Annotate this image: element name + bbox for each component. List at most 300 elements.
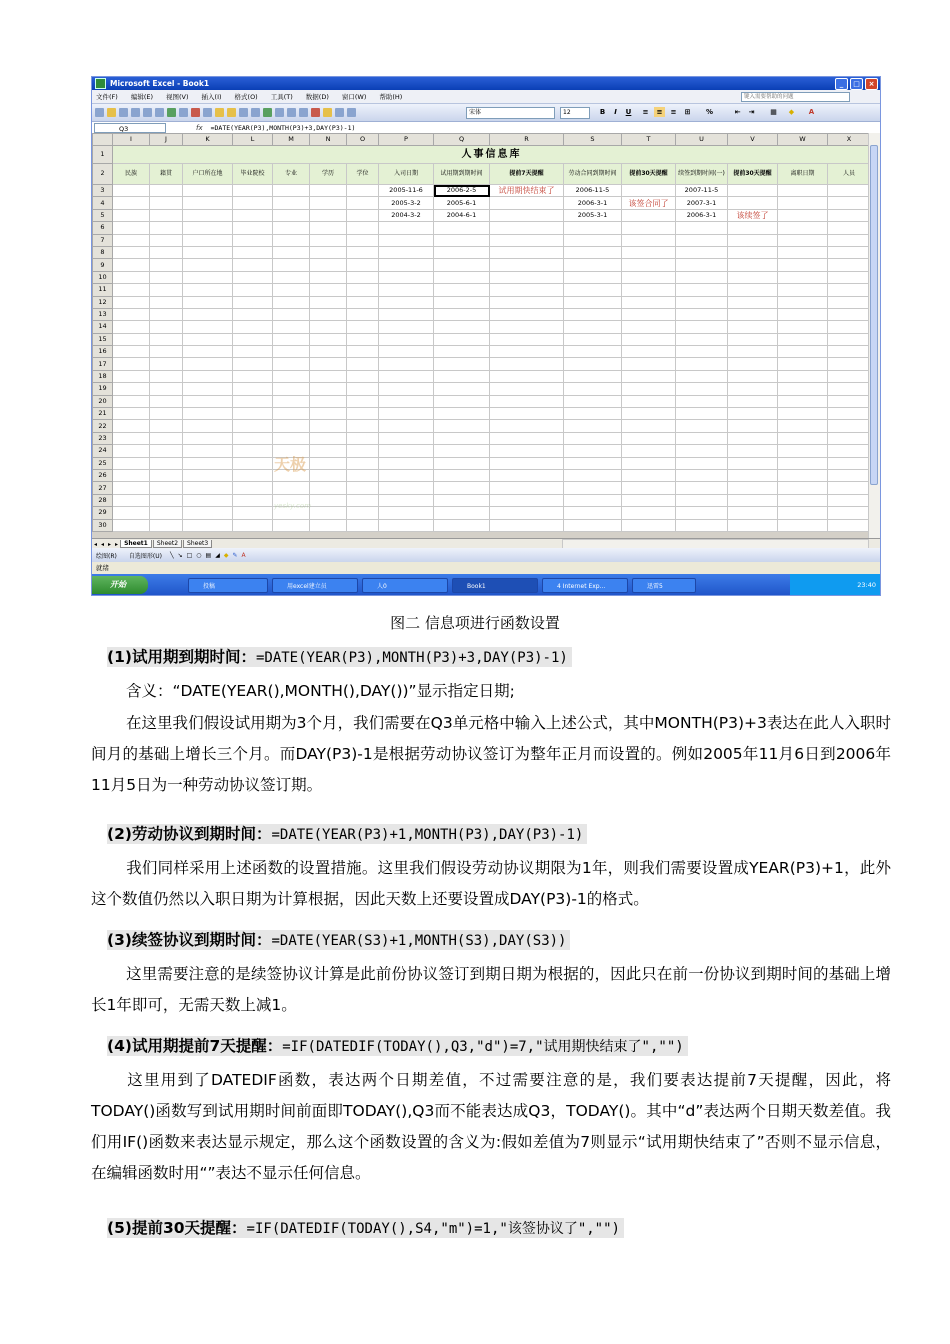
cell[interactable]: [434, 507, 490, 519]
cell[interactable]: [778, 222, 828, 234]
cell[interactable]: [113, 271, 150, 283]
draw-menu[interactable]: 绘图(R): [96, 552, 117, 560]
menu-file[interactable]: 文件(F): [96, 93, 118, 101]
cell[interactable]: [379, 370, 434, 382]
cell[interactable]: [728, 358, 778, 370]
menu-data[interactable]: 数据(D): [305, 93, 329, 101]
cell[interactable]: [622, 507, 676, 519]
cell[interactable]: [434, 259, 490, 271]
cell[interactable]: [828, 469, 871, 481]
draw-fill-color-icon[interactable]: ◆: [223, 551, 229, 559]
header-cell[interactable]: 入司日期: [379, 164, 434, 185]
header-cell[interactable]: 劳动合同到期时间: [564, 164, 622, 185]
cell[interactable]: [379, 284, 434, 296]
cell[interactable]: [490, 420, 564, 432]
cell[interactable]: [828, 395, 871, 407]
cell[interactable]: [622, 370, 676, 382]
cell[interactable]: [183, 494, 233, 506]
cell[interactable]: [113, 246, 150, 258]
cell[interactable]: [622, 408, 676, 420]
cell[interactable]: [728, 432, 778, 444]
cell[interactable]: [676, 445, 728, 457]
column-header[interactable]: I: [113, 134, 150, 146]
research-icon[interactable]: [179, 108, 188, 117]
cell-r[interactable]: 试用期快结束了: [490, 185, 564, 197]
cell[interactable]: [183, 408, 233, 420]
wordart-icon[interactable]: ◢: [215, 551, 220, 559]
cell[interactable]: [564, 432, 622, 444]
cell-t[interactable]: [622, 209, 676, 221]
cell[interactable]: [150, 432, 183, 444]
cell-p[interactable]: 2005-3-2: [379, 197, 434, 209]
cell[interactable]: [728, 395, 778, 407]
cell[interactable]: [113, 494, 150, 506]
row-header[interactable]: 13: [93, 308, 113, 320]
cell[interactable]: [564, 358, 622, 370]
cell[interactable]: [183, 469, 233, 481]
cell[interactable]: [150, 346, 183, 358]
minimize-button[interactable]: _: [835, 78, 848, 90]
cell[interactable]: [347, 358, 379, 370]
bold-button[interactable]: B: [599, 108, 606, 116]
cell[interactable]: [828, 420, 871, 432]
cell[interactable]: [183, 296, 233, 308]
cell[interactable]: [347, 321, 379, 333]
cell[interactable]: [150, 395, 183, 407]
cell[interactable]: [347, 469, 379, 481]
cell[interactable]: [310, 358, 347, 370]
cell[interactable]: [828, 209, 871, 221]
row-header[interactable]: 24: [93, 445, 113, 457]
sheet-nav-prev-icon[interactable]: ◂: [101, 540, 105, 548]
menu-window[interactable]: 窗口(W): [341, 93, 367, 101]
sort-desc-icon[interactable]: [299, 108, 308, 117]
cell[interactable]: [728, 222, 778, 234]
cell[interactable]: [379, 308, 434, 320]
cell[interactable]: [564, 420, 622, 432]
cell[interactable]: [347, 370, 379, 382]
cell[interactable]: [113, 296, 150, 308]
cell[interactable]: [273, 296, 310, 308]
cell[interactable]: [379, 432, 434, 444]
cell[interactable]: [622, 222, 676, 234]
cell[interactable]: [310, 370, 347, 382]
row-header[interactable]: 17: [93, 358, 113, 370]
column-header[interactable]: U: [676, 134, 728, 146]
cell[interactable]: [564, 333, 622, 345]
cell[interactable]: [434, 308, 490, 320]
menu-tools[interactable]: 工具(T): [270, 93, 293, 101]
cell[interactable]: [434, 494, 490, 506]
cell[interactable]: [183, 222, 233, 234]
cell[interactable]: [233, 469, 273, 481]
hyperlink-icon[interactable]: [263, 108, 272, 117]
cell[interactable]: [490, 494, 564, 506]
font-color-icon[interactable]: A: [808, 108, 815, 116]
cell[interactable]: [490, 482, 564, 494]
cell[interactable]: [728, 507, 778, 519]
cell[interactable]: [150, 358, 183, 370]
cell[interactable]: [233, 259, 273, 271]
cell[interactable]: [150, 209, 183, 221]
column-header[interactable]: W: [778, 134, 828, 146]
cell[interactable]: [490, 395, 564, 407]
header-cell[interactable]: 专业: [273, 164, 310, 185]
cell[interactable]: [490, 432, 564, 444]
cell[interactable]: [273, 358, 310, 370]
cell[interactable]: [113, 284, 150, 296]
textbox-icon[interactable]: ▤: [205, 551, 212, 559]
cell[interactable]: [310, 271, 347, 283]
cell[interactable]: [434, 457, 490, 469]
cell[interactable]: [273, 246, 310, 258]
cell[interactable]: [273, 420, 310, 432]
cell[interactable]: [183, 246, 233, 258]
header-cell[interactable]: 试用期到期时间: [434, 164, 490, 185]
cell[interactable]: [828, 519, 871, 531]
cell[interactable]: [379, 383, 434, 395]
cell[interactable]: [828, 370, 871, 382]
cell[interactable]: [150, 246, 183, 258]
cell[interactable]: [233, 445, 273, 457]
cell[interactable]: [347, 185, 379, 197]
cell[interactable]: [622, 234, 676, 246]
cell[interactable]: [233, 308, 273, 320]
row-header[interactable]: 21: [93, 408, 113, 420]
cell[interactable]: [113, 395, 150, 407]
sheet-nav-last-icon[interactable]: ▸: [115, 540, 119, 548]
cell[interactable]: [490, 457, 564, 469]
column-header[interactable]: S: [564, 134, 622, 146]
cell[interactable]: [676, 432, 728, 444]
cell[interactable]: [434, 222, 490, 234]
cell[interactable]: [622, 494, 676, 506]
cell[interactable]: [233, 383, 273, 395]
cell[interactable]: [490, 346, 564, 358]
cell[interactable]: [828, 383, 871, 395]
cell[interactable]: [347, 246, 379, 258]
cell[interactable]: [490, 383, 564, 395]
cell[interactable]: [233, 321, 273, 333]
cell[interactable]: [728, 383, 778, 395]
cell[interactable]: [564, 271, 622, 283]
header-cell[interactable]: 人员: [828, 164, 871, 185]
cell-s[interactable]: 2006-3-1: [564, 197, 622, 209]
task-xunlei[interactable]: 迅雷5: [632, 578, 696, 593]
cell[interactable]: [310, 296, 347, 308]
cell[interactable]: [379, 346, 434, 358]
menu-help[interactable]: 帮助(H): [379, 93, 403, 101]
cell-s[interactable]: 2005-3-1: [564, 209, 622, 221]
cell[interactable]: [728, 457, 778, 469]
cell[interactable]: [676, 308, 728, 320]
cell[interactable]: [490, 234, 564, 246]
print-icon[interactable]: [143, 108, 152, 117]
column-header[interactable]: O: [347, 134, 379, 146]
cell[interactable]: [434, 234, 490, 246]
header-cell[interactable]: 提前30天提醒: [622, 164, 676, 185]
cell-u[interactable]: 2006-3-1: [676, 209, 728, 221]
cell[interactable]: [150, 445, 183, 457]
cell[interactable]: [347, 383, 379, 395]
cell[interactable]: [183, 420, 233, 432]
cell[interactable]: [828, 185, 871, 197]
cell[interactable]: [273, 308, 310, 320]
column-header[interactable]: L: [233, 134, 273, 146]
cell-r[interactable]: [490, 197, 564, 209]
cell[interactable]: [778, 271, 828, 283]
row-header[interactable]: 26: [93, 469, 113, 481]
cell[interactable]: [434, 408, 490, 420]
cell[interactable]: [347, 507, 379, 519]
cell[interactable]: [113, 209, 150, 221]
cell[interactable]: [828, 445, 871, 457]
row-header[interactable]: 3: [93, 185, 113, 197]
cell[interactable]: [728, 308, 778, 320]
column-header[interactable]: J: [150, 134, 183, 146]
cell-u[interactable]: 2007-11-5: [676, 185, 728, 197]
cell[interactable]: [564, 222, 622, 234]
cell[interactable]: [113, 383, 150, 395]
cell[interactable]: [273, 333, 310, 345]
row-header[interactable]: 20: [93, 395, 113, 407]
cell[interactable]: [490, 284, 564, 296]
column-header[interactable]: X: [828, 134, 871, 146]
cell[interactable]: [564, 259, 622, 271]
cell[interactable]: [310, 308, 347, 320]
cell-v[interactable]: 该续签了: [728, 209, 778, 221]
cell[interactable]: [113, 185, 150, 197]
open-icon[interactable]: [107, 108, 116, 117]
cell[interactable]: [434, 358, 490, 370]
cell[interactable]: [490, 308, 564, 320]
cell[interactable]: [273, 370, 310, 382]
cell[interactable]: [622, 333, 676, 345]
cell[interactable]: [728, 482, 778, 494]
decrease-indent-icon[interactable]: ⇤: [734, 108, 741, 116]
cell[interactable]: [379, 469, 434, 481]
cell[interactable]: [778, 494, 828, 506]
cell[interactable]: [273, 209, 310, 221]
cell[interactable]: [828, 284, 871, 296]
align-right-icon[interactable]: ≡: [670, 108, 677, 116]
task-tougao[interactable]: 投稿: [188, 578, 268, 593]
task-folder[interactable]: 人0: [362, 578, 448, 593]
cell[interactable]: [347, 271, 379, 283]
cell[interactable]: [113, 420, 150, 432]
cell[interactable]: [434, 321, 490, 333]
cell[interactable]: [676, 321, 728, 333]
cell[interactable]: [150, 222, 183, 234]
cell[interactable]: [728, 346, 778, 358]
row-header[interactable]: 28: [93, 494, 113, 506]
cell[interactable]: [828, 432, 871, 444]
cell[interactable]: [490, 469, 564, 481]
cell[interactable]: [490, 507, 564, 519]
cell-q[interactable]: 2005-6-1: [434, 197, 490, 209]
cell[interactable]: [113, 358, 150, 370]
cell[interactable]: [233, 296, 273, 308]
draw-font-color-icon[interactable]: A: [241, 551, 246, 559]
cell[interactable]: [728, 284, 778, 296]
cell[interactable]: [113, 346, 150, 358]
cell[interactable]: [183, 482, 233, 494]
cell[interactable]: [113, 445, 150, 457]
underline-button[interactable]: U: [625, 108, 632, 116]
cell[interactable]: [379, 395, 434, 407]
name-box[interactable]: Q3: [94, 123, 166, 133]
cell[interactable]: [233, 358, 273, 370]
cell[interactable]: [150, 494, 183, 506]
cell[interactable]: [434, 246, 490, 258]
cell[interactable]: [434, 296, 490, 308]
cell[interactable]: [676, 333, 728, 345]
cell[interactable]: [347, 346, 379, 358]
row-header[interactable]: 30: [93, 519, 113, 531]
cell[interactable]: [828, 271, 871, 283]
cell[interactable]: [728, 469, 778, 481]
cell[interactable]: [728, 420, 778, 432]
copy-icon[interactable]: [203, 108, 212, 117]
column-header[interactable]: Q: [434, 134, 490, 146]
cell[interactable]: [622, 284, 676, 296]
row-header[interactable]: 22: [93, 420, 113, 432]
cell[interactable]: [778, 321, 828, 333]
cell[interactable]: [310, 321, 347, 333]
cell[interactable]: [310, 420, 347, 432]
row-header[interactable]: 1: [93, 146, 113, 164]
cell[interactable]: [728, 234, 778, 246]
cell[interactable]: [676, 395, 728, 407]
cell[interactable]: [622, 358, 676, 370]
task-word-doc[interactable]: 用excel建立员: [272, 578, 358, 593]
row-header[interactable]: 8: [93, 246, 113, 258]
cell[interactable]: [434, 482, 490, 494]
cell-s[interactable]: 2006-11-5: [564, 185, 622, 197]
cell[interactable]: [379, 333, 434, 345]
line-color-icon[interactable]: ✎: [232, 551, 238, 559]
cell[interactable]: [828, 457, 871, 469]
cell[interactable]: [434, 519, 490, 531]
cell[interactable]: [347, 197, 379, 209]
menu-view[interactable]: 视图(V): [166, 93, 189, 101]
cell[interactable]: [379, 222, 434, 234]
undo-icon[interactable]: [239, 108, 248, 117]
cell[interactable]: [490, 259, 564, 271]
cell[interactable]: [564, 370, 622, 382]
cell-p[interactable]: 2004-3-2: [379, 209, 434, 221]
cell[interactable]: [183, 197, 233, 209]
cell[interactable]: [310, 457, 347, 469]
cell[interactable]: [150, 234, 183, 246]
borders-icon[interactable]: ▦: [770, 108, 777, 116]
cell[interactable]: [728, 246, 778, 258]
cell[interactable]: [150, 185, 183, 197]
rectangle-icon[interactable]: □: [186, 551, 193, 559]
cell[interactable]: [828, 234, 871, 246]
zoom-icon[interactable]: [335, 108, 344, 117]
header-cell[interactable]: 提前30天提醒: [728, 164, 778, 185]
cell[interactable]: [778, 408, 828, 420]
cell[interactable]: [233, 482, 273, 494]
cell[interactable]: [233, 197, 273, 209]
italic-button[interactable]: I: [614, 108, 617, 116]
cell[interactable]: [434, 445, 490, 457]
row-header[interactable]: 14: [93, 321, 113, 333]
cell[interactable]: [828, 333, 871, 345]
cell[interactable]: [778, 370, 828, 382]
cell[interactable]: [233, 395, 273, 407]
cell[interactable]: [622, 346, 676, 358]
cell[interactable]: [150, 383, 183, 395]
cell[interactable]: [113, 333, 150, 345]
cell-u[interactable]: 2007-3-1: [676, 197, 728, 209]
cell[interactable]: [310, 482, 347, 494]
fill-color-icon[interactable]: ◆: [788, 108, 795, 116]
cell[interactable]: [490, 408, 564, 420]
column-header[interactable]: T: [622, 134, 676, 146]
header-cell[interactable]: 户口所在地: [183, 164, 233, 185]
cell-t[interactable]: 该签合同了: [622, 197, 676, 209]
cell[interactable]: [150, 469, 183, 481]
align-left-icon[interactable]: ≡: [642, 108, 649, 116]
cell[interactable]: [778, 209, 828, 221]
cell[interactable]: [434, 333, 490, 345]
cell[interactable]: [778, 358, 828, 370]
header-cell[interactable]: 离职日期: [778, 164, 828, 185]
cell[interactable]: [676, 296, 728, 308]
cell[interactable]: [183, 271, 233, 283]
cell[interactable]: [379, 259, 434, 271]
cell[interactable]: [778, 383, 828, 395]
row-header[interactable]: 27: [93, 482, 113, 494]
cell[interactable]: [728, 370, 778, 382]
cell[interactable]: [183, 370, 233, 382]
cell[interactable]: [113, 259, 150, 271]
cell[interactable]: [676, 469, 728, 481]
row-header[interactable]: 7: [93, 234, 113, 246]
arrow-icon[interactable]: ↘: [177, 551, 183, 559]
cell[interactable]: [434, 420, 490, 432]
cell[interactable]: [233, 420, 273, 432]
cell[interactable]: [564, 519, 622, 531]
cell[interactable]: [564, 445, 622, 457]
drawing-icon[interactable]: [323, 108, 332, 117]
menu-edit[interactable]: 编辑(E): [130, 93, 153, 101]
cell[interactable]: [828, 259, 871, 271]
chart-wizard-icon[interactable]: [311, 108, 320, 117]
cell[interactable]: [728, 259, 778, 271]
cell[interactable]: [622, 432, 676, 444]
cell[interactable]: [347, 408, 379, 420]
cell[interactable]: [434, 271, 490, 283]
cell[interactable]: [347, 457, 379, 469]
cell[interactable]: [778, 333, 828, 345]
cell[interactable]: [828, 482, 871, 494]
cell[interactable]: [113, 408, 150, 420]
cell[interactable]: [310, 333, 347, 345]
cell-t[interactable]: [622, 185, 676, 197]
cell[interactable]: [273, 321, 310, 333]
cell[interactable]: [490, 296, 564, 308]
cell-v[interactable]: [728, 197, 778, 209]
cell[interactable]: [113, 234, 150, 246]
cell[interactable]: [347, 395, 379, 407]
cell[interactable]: [490, 333, 564, 345]
cell[interactable]: [347, 222, 379, 234]
cell[interactable]: [434, 432, 490, 444]
column-header[interactable]: P: [379, 134, 434, 146]
